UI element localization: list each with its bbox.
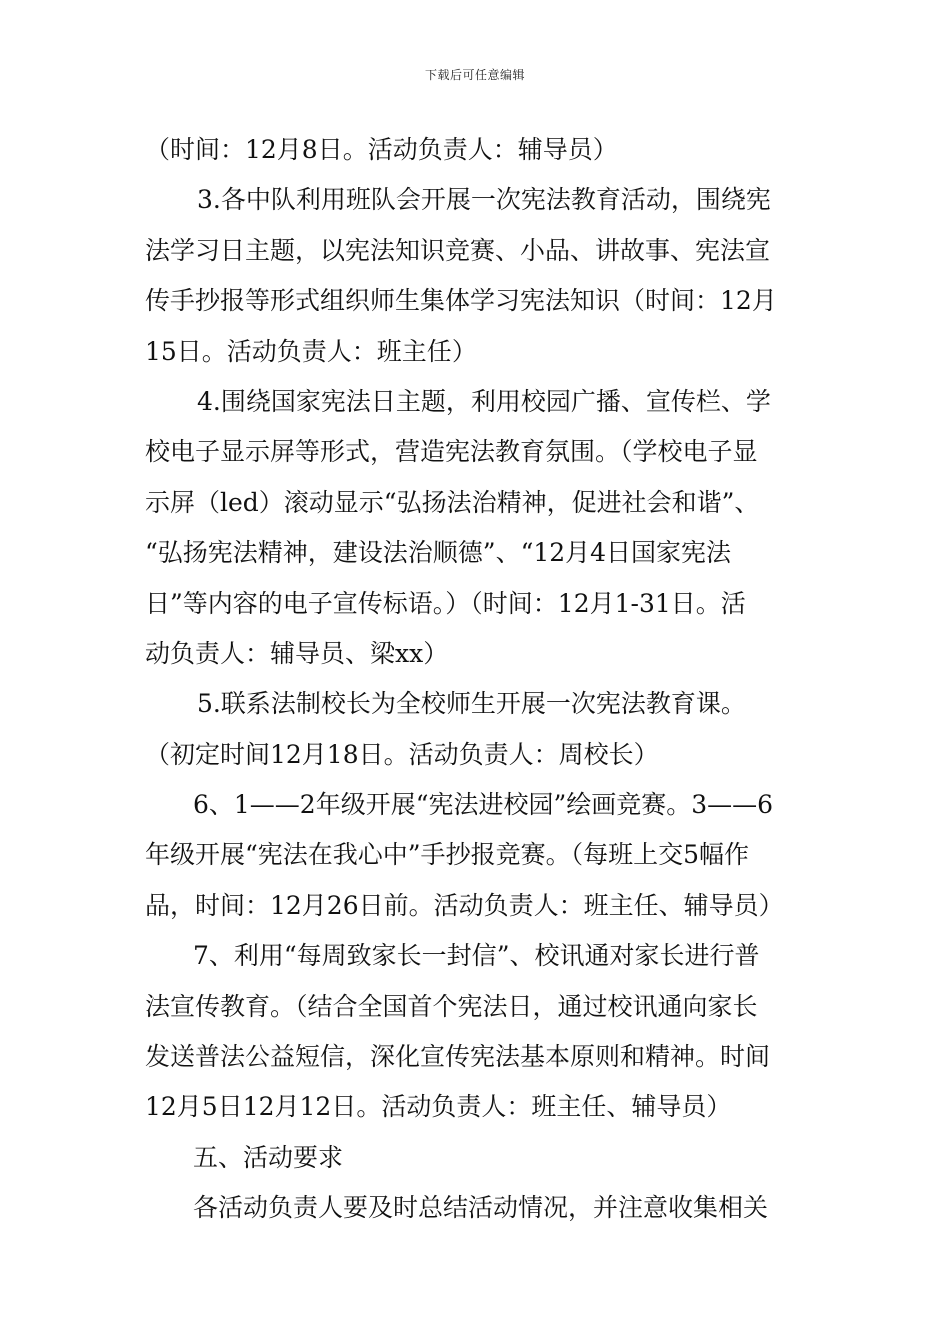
text-line: （时间：12月8日。活动负责人：辅导员）	[145, 135, 618, 164]
text-line: 法学习日主题，以宪法知识竞赛、小品、讲故事、宪法宣	[145, 235, 771, 265]
text-line: 7、利用“每周致家长一封信”、校讯通对家长进行普	[193, 941, 760, 971]
text-line: 15日。活动负责人：班主任）	[145, 336, 477, 366]
text-line: 日”等内容的电子宣传标语。）（时间：12月1-31日。活	[145, 588, 746, 618]
text-line: 4.围绕国家宪法日主题，利用校园广播、宣传栏、学	[197, 386, 771, 416]
text-line: 法宣传教育。（结合全国首个宪法日，通过校讯通向家长	[145, 991, 758, 1021]
text-line: 传手抄报等形式组织师生集体学习宪法知识（时间：12月	[145, 286, 777, 316]
text-line: “弘扬宪法精神，建设法治顺德”、“12月4日国家宪法	[145, 538, 732, 568]
text-line: 12月5日12月12日。活动负责人：班主任、辅导员）	[145, 1092, 732, 1122]
text-line: 校电子显示屏等形式，营造宪法教育氛围。（学校电子显	[145, 437, 758, 467]
document-body	[145, 125, 810, 1234]
text-line: （初定时间12月18日。活动负责人：周校长）	[145, 739, 659, 769]
section-heading: 五、活动要求	[193, 1142, 344, 1172]
text-line: 6、1——2年级开展“宪法进校园”绘画竞赛。3——6	[193, 790, 774, 820]
text-line: 年级开展“宪法在我心中”手抄报竞赛。（每班上交5幅作	[145, 840, 749, 870]
text-line: 3.各中队利用班队会开展一次宪法教育活动，围绕宪	[197, 185, 771, 215]
text-line: 品，时间：12月26日前。活动负责人：班主任、辅导员）	[145, 890, 784, 920]
text-line: 各活动负责人要及时总结活动情况，并注意收集相关	[193, 1193, 769, 1223]
text-line: 5.联系法制校长为全校师生开展一次宪法教育课。	[197, 689, 746, 719]
text-line: 动负责人：辅导员、梁xx）	[145, 638, 449, 668]
text-line: 示屏（led）滚动显示“弘扬法治精神，促进社会和谐”、	[145, 487, 760, 517]
header-note: 下载后可任意编辑	[424, 68, 525, 82]
text-line: 发送普法公益短信，深化宣传宪法基本原则和精神。时间	[145, 1042, 771, 1072]
